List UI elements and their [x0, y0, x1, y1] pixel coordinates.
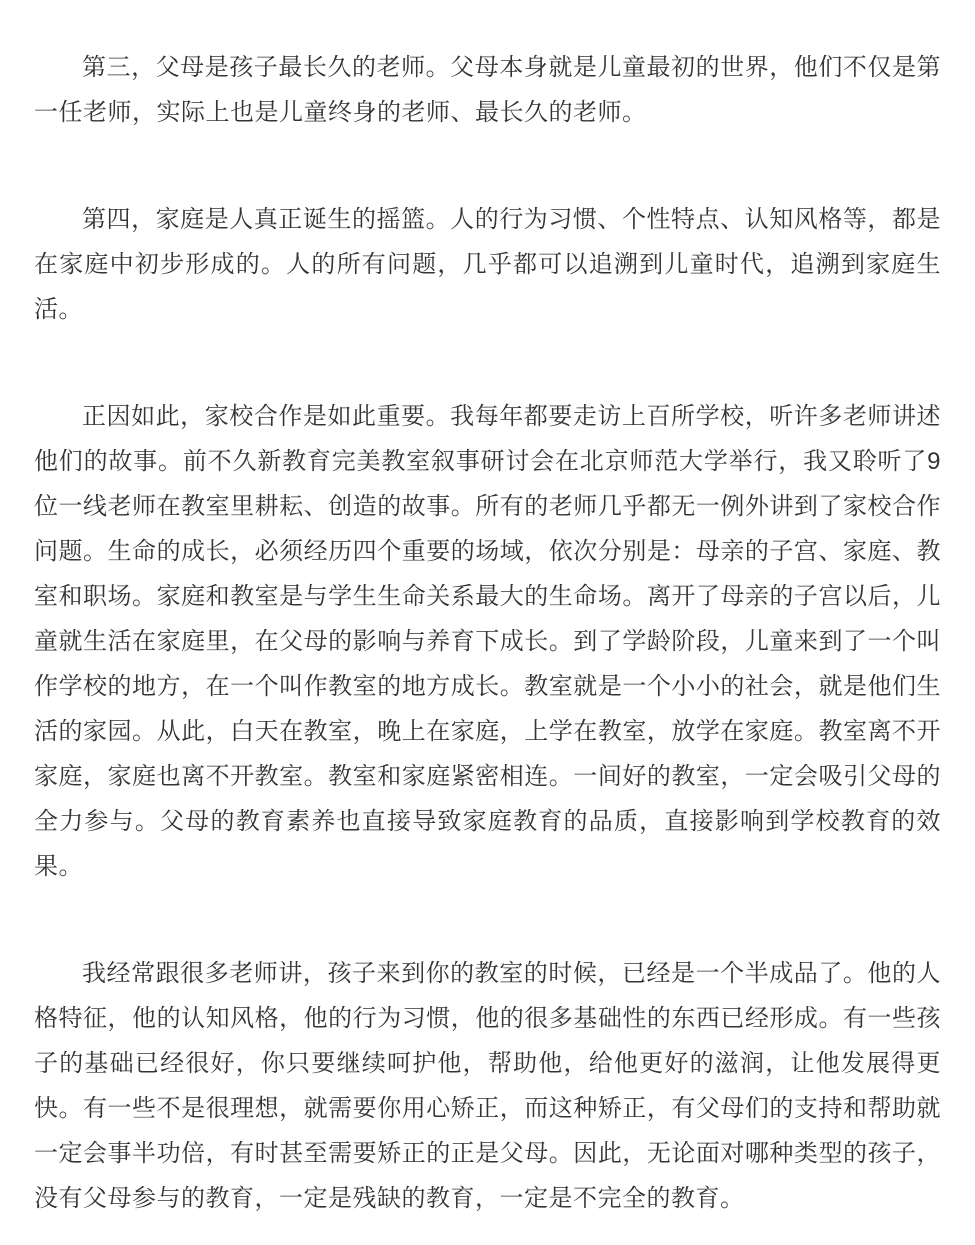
paragraph-home-school-cooperation: 正因如此，家校合作是如此重要。我每年都要走访上百所学校，听许多老师讲述他们的故事。前不久新教育完美教室叙事研讨会在北京师范大学举行，我又聆听了9位一线老师在教室里耕耘、创造的故事。所有的老师几乎都无一例外讲到了家校合作问题。生命的成长，必须经历四个重要的场域，依次分别是：母亲的子宫、家庭、教室和职场。家庭和教室是与学生生命关系最大的生命场。离开了母亲的子宫以后，儿童就生活在家庭里，在父母的影响与养育下成长。到了学龄阶段，儿童来到了一个叫作学校的地方，在一个叫作教室的地方成长。教室就是一个小小的社会，就是他们生活的家园。从此，白天在教室，晚上在家庭，上学在教室，放学在家庭。教室离不开家庭，家庭也离不开教室。教室和家庭紧密相连。一间好的教室，一定会吸引父母的全力参与。父母的教育素养也直接导致家庭教育的品质，直接影响到学校教育的效果。 — [34, 403, 941, 880]
paragraph-parents-longest-teachers: 第三，父母是孩子最长久的老师。父母本身就是儿童最初的世界，他们不仅是第一任老师，实际上也是儿童终身的老师、最长久的老师。 — [34, 54, 941, 126]
paragraph-child-semi-finished: 我经常跟很多老师讲，孩子来到你的教室的时候，已经是一个半成品了。他的人格特征，他的认知风格，他的行为习惯，他的很多基础性的东西已经形成。有一些孩子的基础已经很好，你只要继续呵护他，帮助他，给他更好的滋润，让他发展得更快。有一些不是很理想，就需要你用心矫正，而这种矫正，有父母们的支持和帮助就一定会事半功倍，有时甚至需要矫正的正是父母。因此，无论面对哪种类型的孩子，没有父母参与的教育，一定是残缺的教育，一定是不完全的教育。 — [34, 960, 941, 1212]
paragraph-family-cradle: 第四，家庭是人真正诞生的摇篮。人的行为习惯、个性特点、认知风格等，都是在家庭中初步形成的。人的所有问题，几乎都可以追溯到儿童时代，追溯到家庭生活。 — [34, 206, 941, 323]
